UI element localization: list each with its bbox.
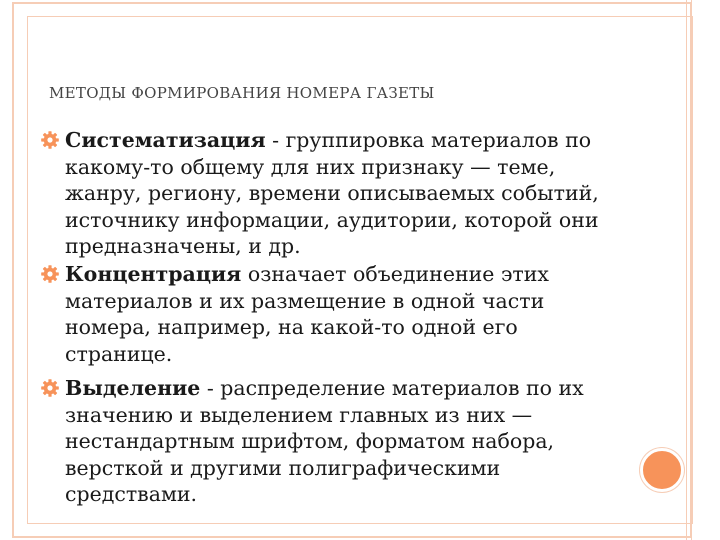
list-item — [40, 375, 630, 508]
bullet-list — [40, 127, 630, 508]
bullet-term: Систематизация — [65, 128, 266, 152]
right-decorative-rule — [686, 0, 692, 540]
list-item — [40, 127, 630, 256]
bullet-body: - группировка материалов по какому-то общему для них признаку — теме, жанру, региону, времени описываемых событий, источнику информации, аудитории, которой они предназначены, и др. — [65, 128, 599, 258]
bullet-body: - распределение материалов по их значению и выделением главных из них — нестандартным шрифтом, форматом набора, версткой и другими полиграфическими средствами. — [65, 376, 584, 506]
bullet-text — [65, 375, 630, 508]
list-item — [40, 261, 630, 371]
gear-icon — [40, 378, 60, 398]
gear-icon — [40, 130, 60, 150]
slide-title: МЕТОДЫ ФОРМИРОВАНИЯ НОМЕРА ГАЗЕТЫ — [49, 84, 435, 102]
bullet-text — [65, 127, 630, 260]
bullet-term: Выделение — [65, 376, 201, 400]
bullet-body: означает объединение этих материалов и их размещение в одной части номера, например, на какой-то одной его странице. — [65, 262, 549, 366]
gear-icon — [40, 264, 60, 284]
bullet-text — [65, 261, 630, 367]
bullet-term: Концентрация — [65, 262, 242, 286]
accent-circle — [640, 448, 684, 492]
